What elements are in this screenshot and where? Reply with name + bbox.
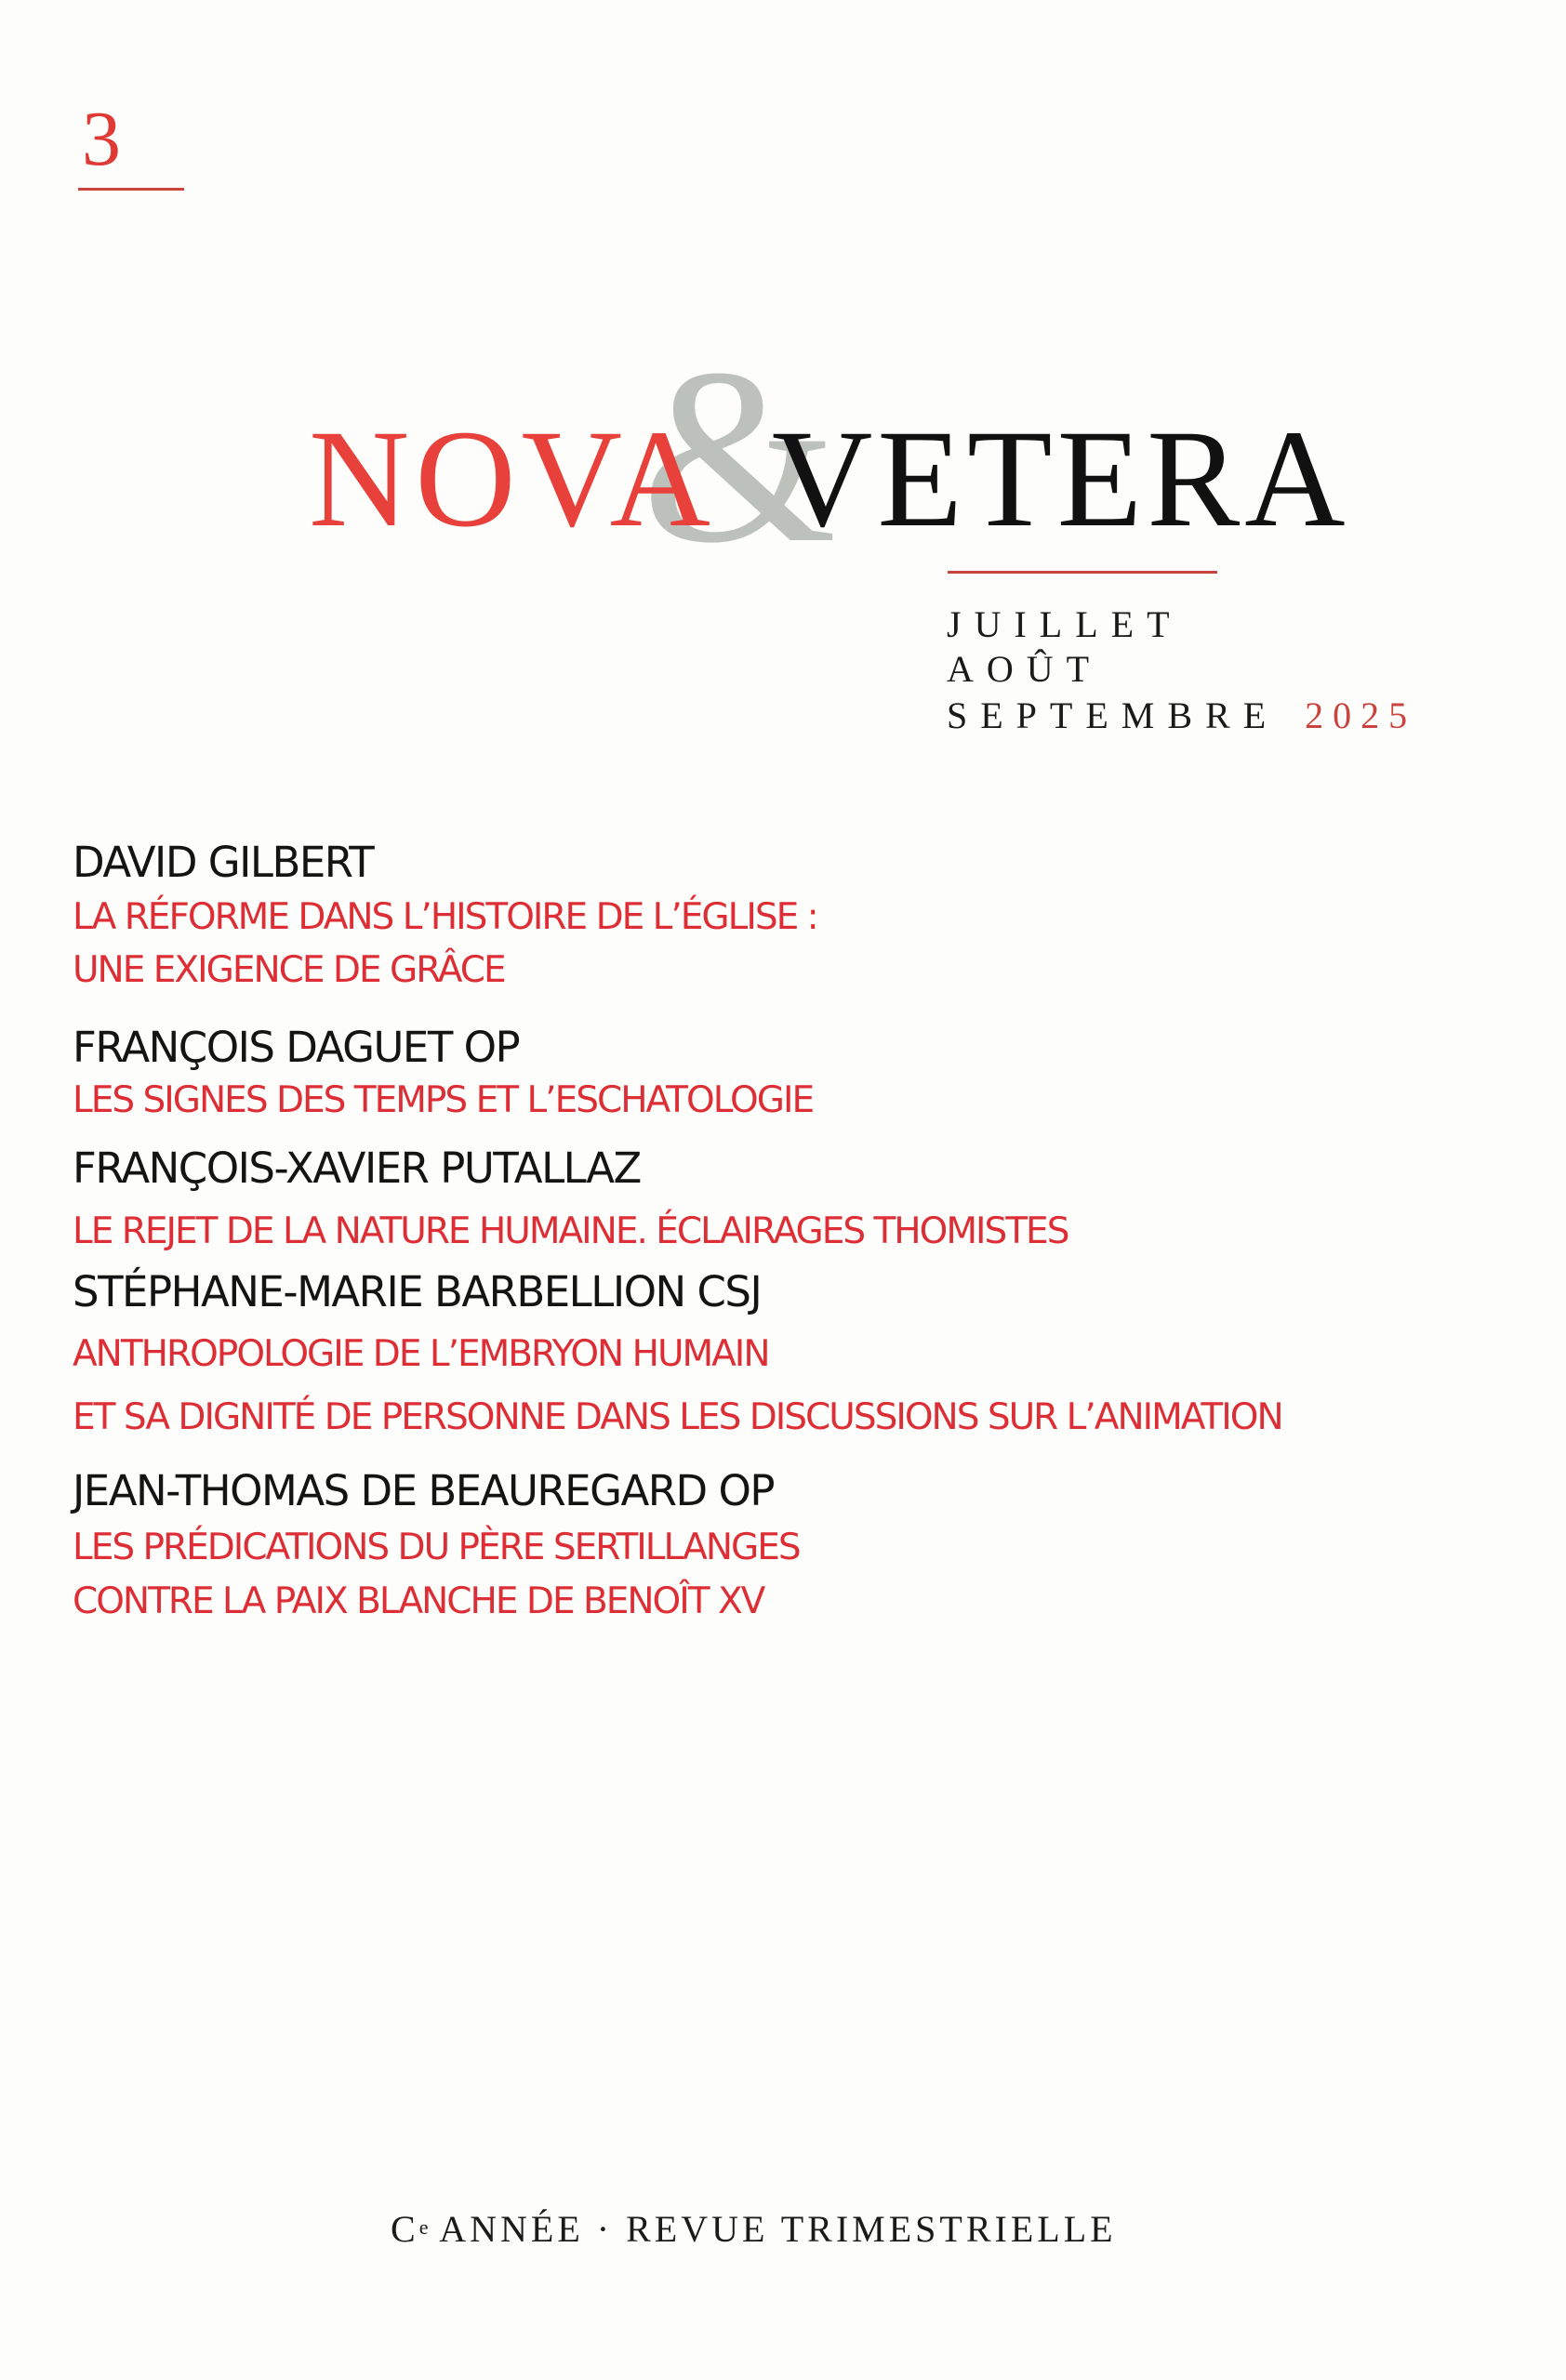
date-month-septembre	[947, 694, 1417, 736]
logo-rule	[948, 571, 1217, 574]
footer-tagline	[391, 2207, 1117, 2252]
article-title-line: ET SA DIGNITÉ DE PERSONNE DANS LES DISCUSSIONS SUR L’ANIMATION	[73, 1396, 1282, 1438]
date-year: 2025	[1305, 694, 1417, 736]
logo-vetera: VETERA	[772, 402, 1350, 556]
article-title-line: ANTHROPOLOGIE DE L’EMBRYON HUMAIN	[73, 1333, 769, 1375]
date-month-juillet: JUILLET	[947, 603, 1183, 645]
article-title-line: LE REJET DE LA NATURE HUMAINE. ÉCLAIRAGES THOMISTES	[73, 1210, 1068, 1252]
article-title-line: LA RÉFORME DANS L’HISTOIRE DE L’ÉGLISE :	[73, 896, 817, 938]
article-title-line: UNE EXIGENCE DE GRÂCE	[73, 949, 505, 991]
footer-separator: ·	[596, 2208, 614, 2250]
footer-year-suffix: e	[418, 2215, 429, 2239]
article-author: JEAN-THOMAS DE BEAUREGARD OP	[73, 1466, 775, 1515]
footer-year-label: ANNÉE	[439, 2208, 584, 2250]
article-title-line: CONTRE LA PAIX BLANCHE DE BENOÎT XV	[73, 1580, 764, 1622]
issue-number-rule	[78, 188, 184, 191]
issue-number: 3	[82, 96, 121, 182]
article-author: STÉPHANE-MARIE BARBELLION CSJ	[73, 1267, 762, 1316]
article-author: FRANÇOIS-XAVIER PUTALLAZ	[73, 1144, 641, 1193]
article-title-line: LES SIGNES DES TEMPS ET L’ESCHATOLOGIE	[73, 1079, 814, 1121]
article-title-line: LES PRÉDICATIONS DU PÈRE SERTILLANGES	[73, 1527, 800, 1568]
logo-ampersand: &	[642, 317, 838, 595]
footer-periodicity: REVUE TRIMESTRIELLE	[626, 2208, 1117, 2250]
article-author: FRANÇOIS DAGUET OP	[73, 1023, 520, 1072]
date-month-septembre-label: SEPTEMBRE	[947, 694, 1280, 736]
article-author: DAVID GILBERT	[73, 838, 374, 887]
date-month-aout: AOÛT	[947, 648, 1103, 690]
footer-year-roman: C	[391, 2208, 419, 2250]
logo-nova: NOVA	[309, 402, 716, 556]
